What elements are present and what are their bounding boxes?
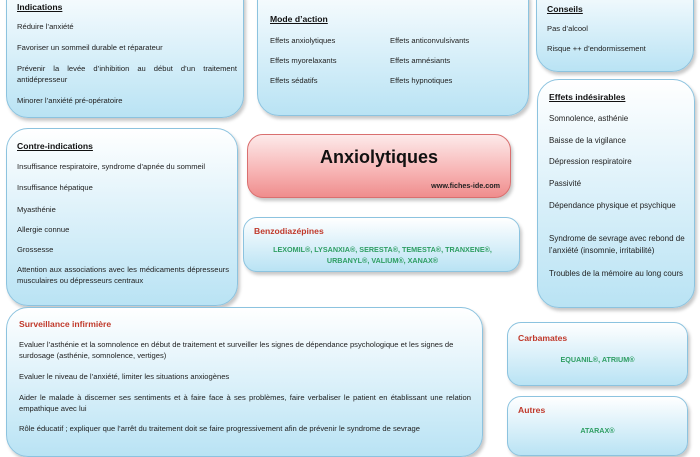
- surveillance-panel: [6, 307, 483, 457]
- surveillance-item: Evaluer le niveau de l’anxiété, limiter les situations anxiogènes: [19, 372, 230, 381]
- indications-panel: [6, 0, 244, 118]
- effets-indesirables-item: Dépendance physique et psychique: [549, 201, 676, 210]
- surveillance-item: Evaluer l’asthénie et la somnolence en début de traitement et surveiller les signes de dépendance psychologique et les signes de surdosage (asthénie, somnolence, vertiges): [19, 340, 454, 360]
- mode-action-item: Effets sédatifs: [270, 76, 318, 85]
- effets-indesirables-item: Passivité: [549, 179, 582, 188]
- carbamates-panel: [507, 322, 688, 386]
- contre-indications-item: Grossesse: [17, 245, 54, 254]
- autres-panel: [507, 396, 688, 456]
- indications-item: Minorer l’anxiété pré-opératoire: [17, 96, 123, 105]
- site-url: www.fiches-ide.com: [431, 181, 500, 190]
- contre-indications-heading: Contre-indications: [17, 141, 93, 151]
- carbamates-drugs: EQUANIL®, ATRIUM®: [560, 355, 635, 364]
- indications-item: Favoriser un sommeil durable et réparateur: [17, 43, 163, 52]
- carbamates-heading: Carbamates: [518, 333, 568, 343]
- contre-indications-item: Attention aux associations avec les médicaments dépresseurs musculaires ou dépresseurs centraux: [17, 265, 229, 285]
- title-panel: [247, 134, 511, 198]
- mode-action-item: Effets hypnotiques: [390, 76, 453, 85]
- mode-action-panel: [257, 0, 529, 116]
- conseils-item: Pas d’alcool: [547, 24, 588, 33]
- contre-indications-item: Myasthénie: [17, 205, 56, 214]
- effets-indesirables-panel: [537, 79, 695, 308]
- mode-action-item: Effets myorelaxants: [270, 56, 337, 65]
- conseils-panel: [536, 0, 694, 72]
- indications-heading: Indications: [17, 2, 63, 12]
- mode-action-item: Effets anxiolytiques: [270, 36, 336, 45]
- benzodiazepines-drugs: LEXOMIL®, LYSANXIA®, SERESTA®, TEMESTA®, TRANXENE®, URBANYL®, VALIUM®, XANAX®: [273, 245, 492, 265]
- contre-indications-item: Allergie connue: [17, 225, 70, 234]
- autres-heading: Autres: [518, 405, 546, 415]
- surveillance-heading: Surveillance infirmière: [19, 319, 112, 329]
- effets-indesirables-item: Dépression respiratoire: [549, 157, 632, 166]
- contre-indications-item: Insuffisance hépatique: [17, 183, 93, 192]
- indications-item: Réduire l’anxiété: [17, 22, 74, 31]
- effets-indesirables-heading: Effets indésirables: [549, 92, 626, 102]
- page-title: Anxiolytiques: [319, 147, 439, 167]
- autres-drugs: ATARAX®: [580, 426, 615, 435]
- indications-item: Prévenir la levée d’inhibition au début d’un traitement antidépresseur: [17, 64, 237, 84]
- mode-action-item: Effets anticonvulsivants: [390, 36, 470, 45]
- effets-indesirables-item: Troubles de la mémoire au long cours: [549, 269, 683, 278]
- benzodiazepines-panel: [243, 217, 520, 272]
- mode-action-heading: Mode d’action: [270, 14, 328, 24]
- effets-indesirables-item: Somnolence, asthénie: [549, 114, 629, 123]
- conseils-item: Risque ++ d’endormissement: [547, 44, 646, 53]
- effets-indesirables-item: Syndrome de sevrage avec rebond de l’anxiété (insomnie, irritabilité): [549, 234, 685, 255]
- surveillance-item: Rôle éducatif ; expliquer que l’arrêt du traitement doit se faire progressivement afin de prévenir le syndrome de sevrage: [19, 424, 420, 433]
- contre-indications-panel: [6, 128, 238, 306]
- effets-indesirables-item: Baisse de la vigilance: [549, 136, 626, 145]
- conseils-heading: Conseils: [547, 4, 583, 14]
- mode-action-item: Effets amnésiants: [390, 56, 451, 65]
- surveillance-item: Aider le malade à discerner ses sentiments et à faire face à ses problèmes, faire verbaliser le patient en établissant une relation empathique avec lui: [19, 393, 471, 413]
- contre-indications-item: Insuffisance respiratoire, syndrome d’apnée du sommeil: [17, 162, 206, 171]
- benzodiazepines-heading: Benzodiazépines: [254, 226, 324, 236]
